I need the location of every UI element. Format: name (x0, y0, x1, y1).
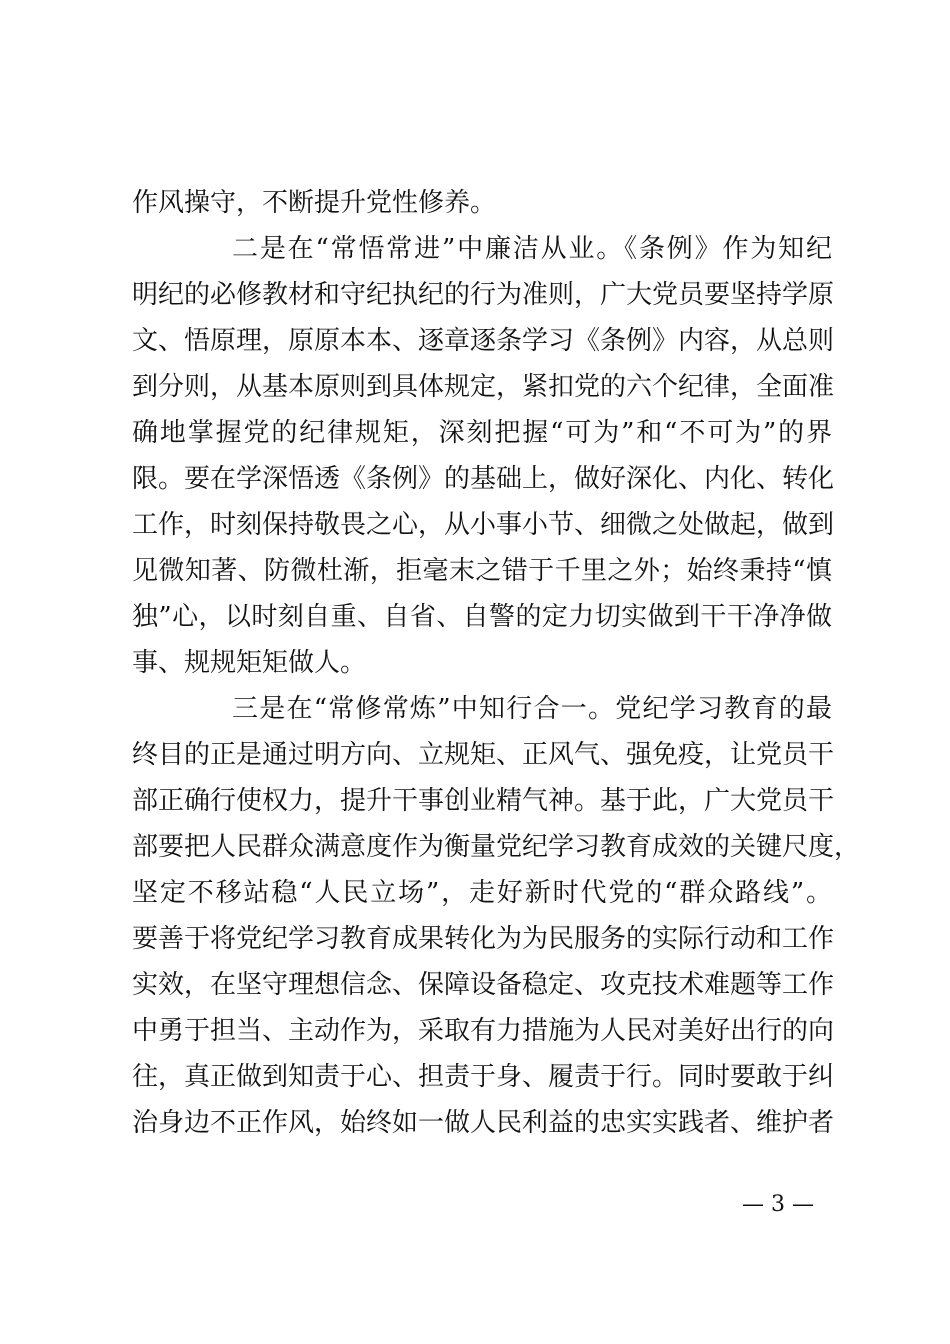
text-line: 到分则，从基本原则到具体规定，紧扣党的六个纪律，全面准 (132, 372, 835, 402)
text-line: 明纪的必修教材和守纪执纪的行为准则，广大党员要坚持学原 (132, 280, 835, 310)
text-line: 作风操守，不断提升党性修养。 (132, 188, 497, 218)
text-line: 确地掌握党的纪律规矩，深刻把握“可为”和“不可为”的界 (132, 418, 832, 448)
text-line: 终目的正是通过明方向、立规矩、正风气、强免疫，让党员干 (132, 740, 835, 770)
text-line: 限。要在学深悟透《条例》的基础上，做好深化、内化、转化 (132, 464, 835, 494)
text-line: 治身边不正作风，始终如一做人民利益的忠实实践者、维护者 (132, 1108, 835, 1138)
text-line: 实效，在坚守理想信念、保障设备稳定、攻克技术难题等工作 (132, 970, 835, 1000)
text-line: 工作，时刻保持敬畏之心，从小事小节、细微之处做起，做到 (132, 510, 835, 540)
paragraph-start-line: 三是在“常修常炼”中知行合一。党纪学习教育的最 (232, 694, 832, 724)
page-number: — 3 — (742, 1192, 814, 1217)
paragraph-start-line: 二是在“常悟常进”中廉洁从业。《条例》作为知纪 (232, 234, 832, 264)
text-line: 独”心，以时刻自重、自省、自警的定力切实做到干干净净做 (132, 602, 832, 632)
text-line: 坚定不移站稳“人民立场”，走好新时代党的“群众路线”。 (132, 878, 832, 908)
text-line: 文、悟原理，原原本本、逐章逐条学习《条例》内容，从总则 (132, 326, 835, 356)
text-line: 部正确行使权力，提升干事创业精气神。基于此，广大党员干 (132, 786, 835, 816)
text-line: 要善于将党纪学习教育成果转化为为民服务的实际行动和工作 (132, 924, 835, 954)
text-line: 往，真正做到知责于心、担责于身、履责于行。同时要敢于纠 (132, 1062, 835, 1092)
text-line: 部要把人民群众满意度作为衡量党纪学习教育成效的关键尺度， (132, 832, 861, 862)
text-line: 见微知著、防微杜渐，拒毫末之错于千里之外；始终秉持“慎 (132, 556, 832, 586)
text-line: 中勇于担当、主动作为，采取有力措施为人民对美好出行的向 (132, 1016, 835, 1046)
text-line: 事、规规矩矩做人。 (132, 648, 367, 678)
